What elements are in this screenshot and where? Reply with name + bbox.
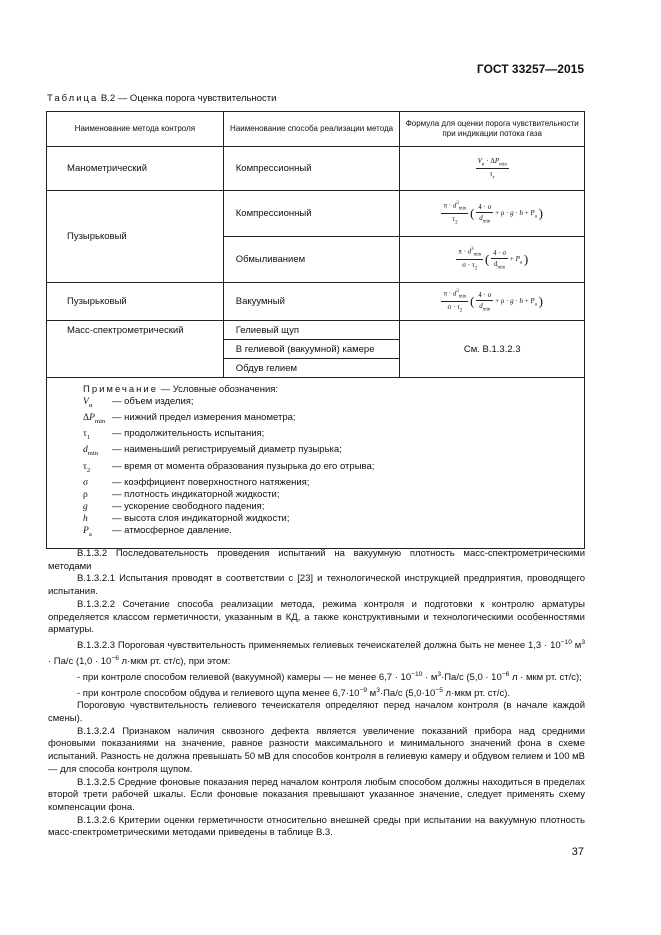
- paragraph: - при контроле способом обдува и гелиевого щупа менее $6,7\cdot 10^{-9}$ $м^3\cdot Па/с$ ($5,0\cdot 10^{-5}$ л·мкм рт. ст/с).: [77, 686, 511, 699]
- note-item: $V_и$ — объем изделия;: [83, 396, 194, 410]
- way-cell: Обмыливанием: [223, 237, 400, 283]
- way-cell: Обдув гелием: [223, 359, 400, 378]
- page-number: 37: [571, 846, 584, 858]
- note-item: $\Delta P_{min}$ — нижний предел измерения манометра;: [83, 412, 296, 426]
- way-cell: Компрессионный: [223, 191, 400, 237]
- formula-bubble-compression: $\frac{\pi \cdot d^3_{min}}{\tau_2}$ ( $\frac{4 \cdot \sigma}{d_{min}}$ + $\rho \cdot g \cdot h + P_а$ ): [443, 201, 543, 226]
- paragraph: В.1.3.2.6 Критерии оценки герметичности относительно внешней среды при испытании на вакуумную плотность масс-спектрометрическими методами приведены в таблице В.3.: [48, 814, 585, 839]
- note-item: $d_{min}$ — наименьший регистрируемый диаметр пузырька;: [83, 444, 342, 458]
- note-item: $\tau_1$ — продолжительность испытания;: [83, 428, 265, 442]
- formula-cell: [400, 191, 585, 237]
- formula-cell: [400, 237, 585, 283]
- formula-cell: [400, 283, 585, 321]
- note-heading: [83, 384, 584, 396]
- table-caption: [47, 93, 276, 104]
- formula-bubble-vacuum: $\frac{\pi \cdot d^3_{min}}{\sigma \cdot \tau_2}$ ( $\frac{4 \cdot \sigma}{d_{min}}$ + $\rho \cdot g \cdot h + P_а$ ): [443, 289, 543, 314]
- header-way: Наименование способа реализации метода: [223, 112, 400, 147]
- header-method: Наименование метода контроля: [47, 112, 224, 147]
- formula-reference-cell: См. В.1.3.2.3: [400, 321, 585, 378]
- paragraph: В.1.3.2.2 Сочетание способа реализации метода, режима контроля и подготовки к контролю арматуры определяется классом герметичности, указанным в КД, а также конструктивными и технологическими особенностями арматуры.: [48, 598, 585, 636]
- note-prefix: Примечание: [83, 384, 158, 395]
- note-item: $P_а$ — атмосферное давление.: [83, 525, 232, 539]
- paragraph: - при контроле способом гелиевой (вакуумной) камеры — не менее $6,7 \cdot 10^{-10} \cdot м^3\cdot Па/с$ ($5,0 \cdot 10^{-6}$ л · мкм рт. ст/с);: [77, 670, 582, 683]
- paragraph: В.1.3.2.3 Пороговая чувствительность применяемых гелиевых течеискателей должна быть не менее $1,3 \cdot 10^{-10}$ $м^3 \cdot Па/с$ ($1,0 \cdot 10^{-6}$ л·мкм рт. ст/с), при этом:: [48, 638, 586, 667]
- caption-prefix: Таблица: [47, 93, 99, 104]
- note-heading-text: — Условные обозначения:: [158, 384, 279, 395]
- method-cell: Пузырьковый: [47, 191, 224, 283]
- note-item: h — высота слоя индикаторной жидкости;: [83, 513, 290, 525]
- table-row: [47, 321, 585, 340]
- paragraph: В.1.3.2.5 Средние фоновые показания перед началом контроля любым способом должны находиться в пределах второй трети рабочей шкалы. Если фоновые показания превышают указанное значение, следует применять схему компенсации фона.: [48, 776, 585, 813]
- table-row: [47, 191, 585, 237]
- table-note: [47, 378, 585, 549]
- way-cell: Вакуумный: [223, 283, 400, 321]
- way-cell: Гелиевый щуп: [223, 321, 400, 340]
- method-cell: Масс-спектрометрический: [47, 321, 224, 378]
- body-text: [48, 548, 585, 840]
- formula-cell: [400, 147, 585, 191]
- paragraph: Пороговую чувствительность гелиевого течеискателя определяют перед началом контроля (в начале каждой смены).: [48, 700, 585, 725]
- header-formula: Формула для оценки порога чувствительности при индикации потока газа: [400, 112, 585, 147]
- way-cell: В гелиевой (вакуумной) камере: [223, 340, 400, 359]
- sensitivity-table: [46, 111, 585, 549]
- table-header-row: [47, 112, 585, 147]
- note-item: $\tau_2$ — время от момента образования пузырька до его отрыва;: [83, 460, 375, 474]
- method-cell: Манометрический: [47, 147, 224, 191]
- note-item: g — ускорение свободного падения;: [83, 501, 265, 513]
- formula-bubble-soap: $\frac{\pi \cdot d^3_{min}}{\sigma \cdot \tau_2}$ ( $\frac{4 \cdot \sigma}{d_{min}}$ + $P_а$ ): [458, 247, 529, 272]
- paragraph: В.1.3.2.1 Испытания проводят в соответствии с [23] и технологической инструкцией предприятия, проводящего испытания.: [48, 573, 585, 598]
- note-item: ρ — плотность индикаторной жидкости;: [83, 488, 280, 500]
- paragraph: В.1.3.2 Последовательность проведения испытаний на вакуумную плотность масс-спектрометрическими методами: [48, 548, 585, 572]
- method-cell: Пузырьковый: [47, 283, 224, 321]
- table-row: [47, 147, 585, 191]
- note-item: σ — коэффициент поверхностного натяжения;: [83, 476, 310, 488]
- paragraph: В.1.3.2.4 Признаком наличия сквозного дефекта является увеличение показаний прибора над средними фоновыми показаниями на значение, равное разности максимального и минимального значений фона в схеме испытаний. Разность не должна превышать 50 мВ для способов контроля в гелиевую камеру и обдувом гелием и 100 мВ — для способа контроля щупом.: [48, 725, 585, 775]
- table-note-row: [47, 378, 585, 549]
- table-row: [47, 283, 585, 321]
- way-cell: Компрессионный: [223, 147, 400, 191]
- caption-text: В.2 — Оценка порога чувствительности: [98, 93, 277, 104]
- formula-manometric: $\frac{V_и \cdot \Delta P_{min}}{\tau_т}$: [477, 156, 507, 181]
- standard-number: ГОСТ 33257—2015: [476, 62, 584, 76]
